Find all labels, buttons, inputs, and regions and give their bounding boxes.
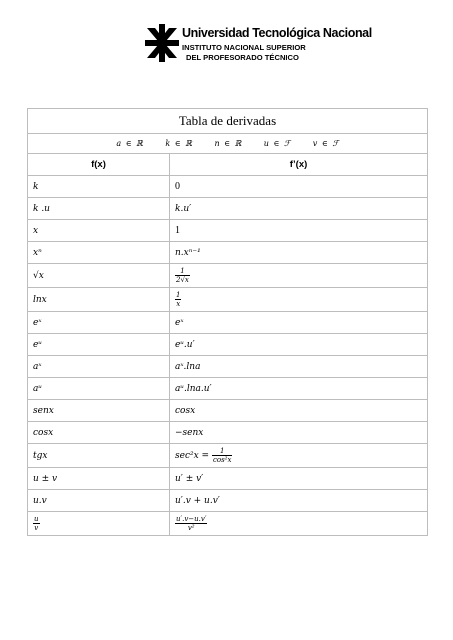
f-cell: xⁿ [28, 242, 170, 264]
f-cell: aˣ [28, 356, 170, 378]
institute-line2: DEL PROFESORADO TÉCNICO [186, 53, 299, 62]
set-u: u ∈ ℱ [263, 139, 291, 148]
table-row [28, 422, 428, 444]
fraction-denominator: v [34, 524, 39, 532]
fraction-denominator: v² [187, 524, 195, 532]
set-a: a ∈ ℝ [116, 139, 143, 148]
f-cell: lnx [28, 288, 170, 312]
table-row [28, 198, 428, 220]
table-row [28, 400, 428, 422]
fraction-denominator: cos²x [212, 456, 232, 464]
f-cell: eˣ [28, 312, 170, 334]
utn-logo [145, 24, 372, 66]
fraction [175, 291, 181, 308]
table-row [28, 334, 428, 356]
table-row [28, 356, 428, 378]
fprime-cell: k.u′ [170, 198, 428, 220]
fprime-cell [170, 264, 428, 288]
f-cell: eᵘ [28, 334, 170, 356]
fraction-numerator: u′.v−u.v′ [176, 515, 207, 523]
fprime-cell [170, 288, 428, 312]
fprime-cell: aᵘ.lna.u′ [170, 378, 428, 400]
fprime-cell [170, 444, 428, 468]
set-v: v ∈ ℱ [312, 139, 339, 148]
f-cell [28, 512, 170, 536]
f-cell: k [28, 176, 170, 198]
table-row [28, 288, 428, 312]
f-cell: k .u [28, 198, 170, 220]
fprime-cell: n.xⁿ⁻¹ [170, 242, 428, 264]
table-row [28, 242, 428, 264]
fprime-cell: −senx [170, 422, 428, 444]
table-row [28, 264, 428, 288]
f-cell: u.v [28, 490, 170, 512]
table-row [28, 490, 428, 512]
fraction [212, 447, 232, 464]
fraction-denominator: 2√x [176, 276, 189, 284]
fraction-numerator: 1 [212, 447, 232, 456]
fraction [33, 515, 40, 532]
fprime-cell: cosx [170, 400, 428, 422]
university-name: Universidad Tecnológica Nacional [182, 26, 372, 40]
f-cell: x [28, 220, 170, 242]
table-row [28, 312, 428, 334]
fprime-prefix: sec²x = [175, 451, 210, 461]
table-row [28, 378, 428, 400]
f-cell: aᵘ [28, 378, 170, 400]
fraction-numerator: u [34, 515, 39, 523]
table-row [28, 220, 428, 242]
set-n: n ∈ ℝ [214, 139, 242, 148]
fprime-cell: u′.v + u.v′ [170, 490, 428, 512]
fprime-cell: u′ ± v′ [170, 468, 428, 490]
derivatives-table [27, 108, 428, 536]
utn-emblem-icon [145, 24, 179, 62]
fprime-cell: 0 [170, 176, 428, 198]
fprime-cell: eᵘ.u′ [170, 334, 428, 356]
col-header-f: f(x) [28, 154, 170, 176]
fprime-cell: 1 [170, 220, 428, 242]
fprime-cell: eˣ [170, 312, 428, 334]
sets-row [28, 134, 428, 154]
table-row [28, 512, 428, 536]
f-cell: cosx [28, 422, 170, 444]
table-row [28, 444, 428, 468]
fprime-cell [170, 512, 428, 536]
fraction-numerator: 1 [175, 267, 190, 276]
f-cell: u ± v [28, 468, 170, 490]
table-row [28, 468, 428, 490]
table-title: Tabla de derivadas [28, 109, 428, 134]
table-row [28, 176, 428, 198]
fraction [175, 267, 190, 284]
fprime-cell: aˣ.lna [170, 356, 428, 378]
f-cell: tgx [28, 444, 170, 468]
set-k: k ∈ ℝ [165, 139, 192, 148]
fraction-denominator: x [176, 300, 181, 308]
f-cell: senx [28, 400, 170, 422]
col-header-fprime: f’(x) [170, 154, 428, 176]
fraction-numerator: 1 [176, 291, 181, 299]
fraction [175, 515, 207, 532]
f-cell: √x [28, 264, 170, 288]
institute-line1: INSTITUTO NACIONAL SUPERIOR [182, 43, 306, 52]
